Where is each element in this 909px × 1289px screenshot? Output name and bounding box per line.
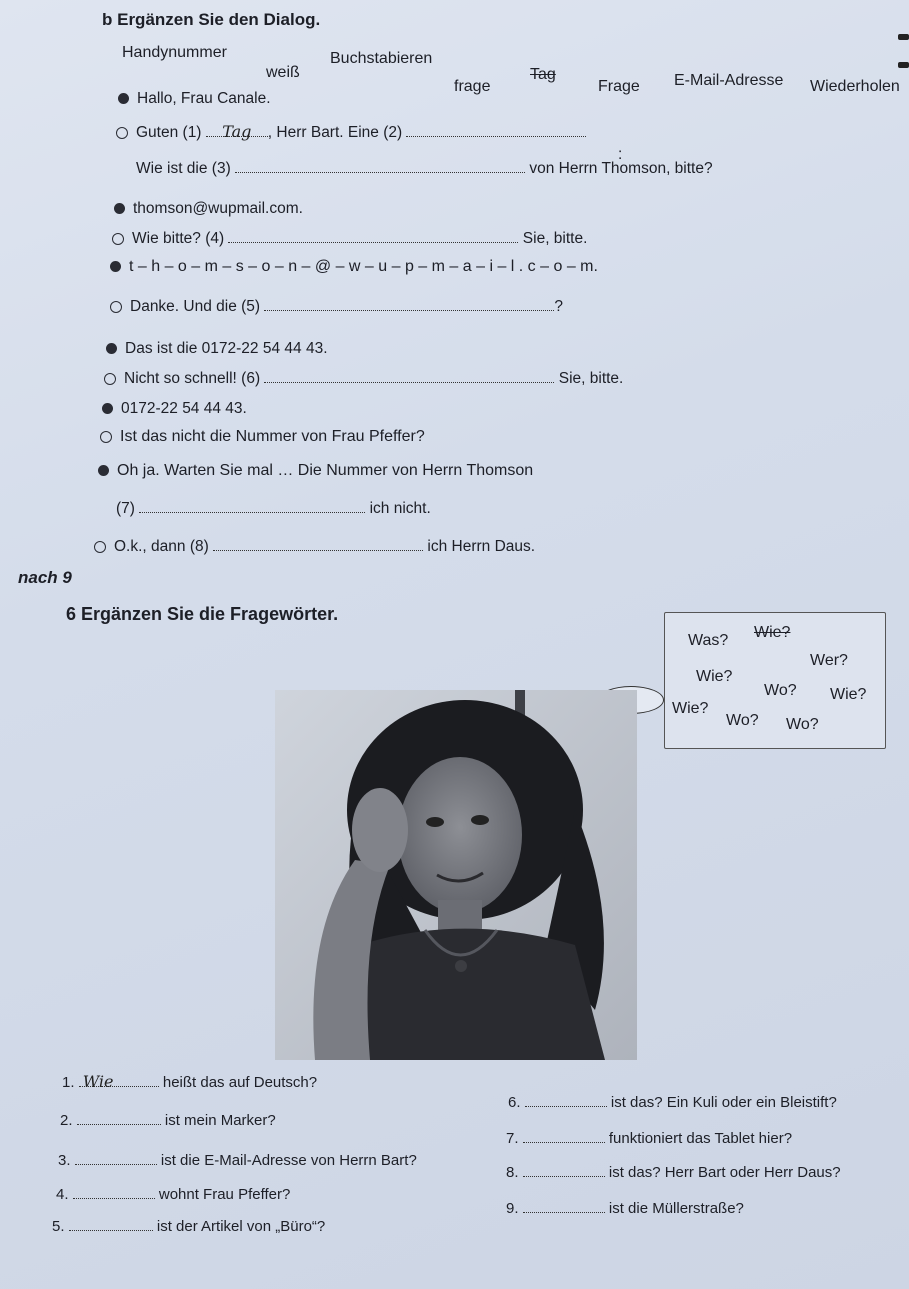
box-word: Wo?	[726, 712, 759, 729]
open-bullet-icon	[104, 373, 116, 385]
answer-blank-4[interactable]	[73, 1184, 155, 1199]
dialog-line: :	[618, 146, 623, 163]
open-bullet-icon	[100, 431, 112, 443]
dialog-line: (7) ich nicht.	[116, 500, 431, 517]
open-bullet-icon	[110, 301, 122, 313]
answer-blank-8[interactable]	[523, 1162, 605, 1177]
blank-2[interactable]	[406, 122, 586, 137]
word-bank-item: E-Mail-Adresse	[674, 72, 784, 89]
filled-bullet-icon	[98, 465, 109, 476]
open-bullet-icon	[94, 541, 106, 553]
question-2: 2. ist mein Marker?	[60, 1112, 276, 1129]
filled-bullet-icon	[114, 203, 125, 214]
question-9: 9. ist die Müllerstraße?	[506, 1200, 744, 1217]
question-5: 5. ist der Artikel von „Büro“?	[52, 1218, 326, 1235]
question-7: 7. funktioniert das Tablet hier?	[506, 1130, 793, 1147]
blank-4[interactable]	[228, 228, 518, 243]
box-word: Wer?	[810, 652, 848, 669]
dialog-line: Das ist die 0172-22 54 44 43.	[106, 340, 328, 358]
word-bank-item: weiß	[266, 64, 300, 81]
open-bullet-icon	[116, 127, 128, 139]
box-word-crossed: Wie?	[754, 624, 791, 641]
dialog-line: Nicht so schnell! (6) Sie, bitte.	[104, 368, 623, 388]
box-word: Wo?	[786, 716, 819, 733]
blank-8[interactable]	[213, 536, 423, 551]
section-b-title: b Ergänzen Sie den Dialog.	[102, 10, 321, 29]
answer-blank-5[interactable]	[69, 1216, 153, 1231]
filled-bullet-icon	[106, 343, 117, 354]
dialog-line: O.k., dann (8) ich Herrn Daus.	[94, 536, 535, 556]
box-word: Wie?	[696, 668, 733, 685]
word-bank-item: frage	[454, 78, 491, 95]
box-word: Wo?	[764, 682, 797, 699]
blank-3[interactable]	[235, 158, 525, 173]
answer-blank-6[interactable]	[525, 1092, 607, 1107]
word-bank-item: Frage	[598, 78, 640, 95]
blank-1[interactable]: Tag	[206, 122, 268, 137]
dialog-line: Guten (1) Tag , Herr Bart. Eine (2)	[116, 122, 586, 142]
answer-blank-9[interactable]	[523, 1198, 605, 1213]
dialog-line: Hallo, Frau Canale.	[118, 90, 271, 108]
section-6-title: 6 Ergänzen Sie die Fragewörter.	[66, 604, 339, 624]
question-1: 1. Wie heißt das auf Deutsch?	[62, 1072, 318, 1091]
question-3: 3. ist die E-Mail-Adresse von Herrn Bart?	[58, 1152, 417, 1169]
blank-5[interactable]	[264, 296, 554, 311]
nach-label: nach 9	[18, 568, 72, 587]
binder-mark-icon	[898, 62, 909, 68]
binder-mark-icon	[898, 34, 909, 40]
filled-bullet-icon	[102, 403, 113, 414]
filled-bullet-icon	[110, 261, 121, 272]
word-bank-item: Wiederholen	[810, 78, 900, 95]
word-bank-item: Buchstabieren	[330, 50, 433, 67]
box-word: Was?	[688, 632, 729, 649]
answer-blank-7[interactable]	[523, 1128, 605, 1143]
dialog-line: Wie ist die (3) von Herrn Thomson, bitte?	[136, 160, 713, 177]
open-bullet-icon	[112, 233, 124, 245]
dialog-line: Wie bitte? (4) Sie, bitte.	[112, 228, 587, 248]
question-4: 4. wohnt Frau Pfeffer?	[56, 1186, 291, 1203]
filled-bullet-icon	[118, 93, 129, 104]
question-6: 6. ist das? Ein Kuli oder ein Bleistift?	[508, 1094, 837, 1111]
dialog-line: Oh ja. Warten Sie mal … Die Nummer von Herrn Thomson	[98, 462, 533, 480]
blank-7[interactable]	[139, 498, 365, 513]
woman-photo	[275, 690, 637, 1060]
dialog-line: 0172-22 54 44 43.	[102, 400, 247, 418]
question-8: 8. ist das? Herr Bart oder Herr Daus?	[506, 1164, 841, 1181]
answer-blank-2[interactable]	[77, 1110, 161, 1125]
box-word: Wie?	[672, 700, 709, 717]
answer-blank-3[interactable]	[75, 1150, 157, 1165]
blank-6[interactable]	[264, 368, 554, 383]
dialog-line: Ist das nicht die Nummer von Frau Pfeffer?	[100, 428, 425, 446]
dialog-line: Danke. Und die (5) ?	[110, 296, 563, 316]
dialog-line: t – h – o – m – s – o – n – @ – w – u – p – m – a – i – l . c – o – m.	[110, 258, 598, 276]
dialog-line: thomson@wupmail.com.	[114, 200, 303, 218]
word-bank-item: Handynummer	[122, 44, 227, 61]
answer-blank-1[interactable]: Wie	[79, 1072, 159, 1087]
box-word: Wie?	[830, 686, 867, 703]
word-bank-item-crossed: Tag	[530, 66, 556, 83]
